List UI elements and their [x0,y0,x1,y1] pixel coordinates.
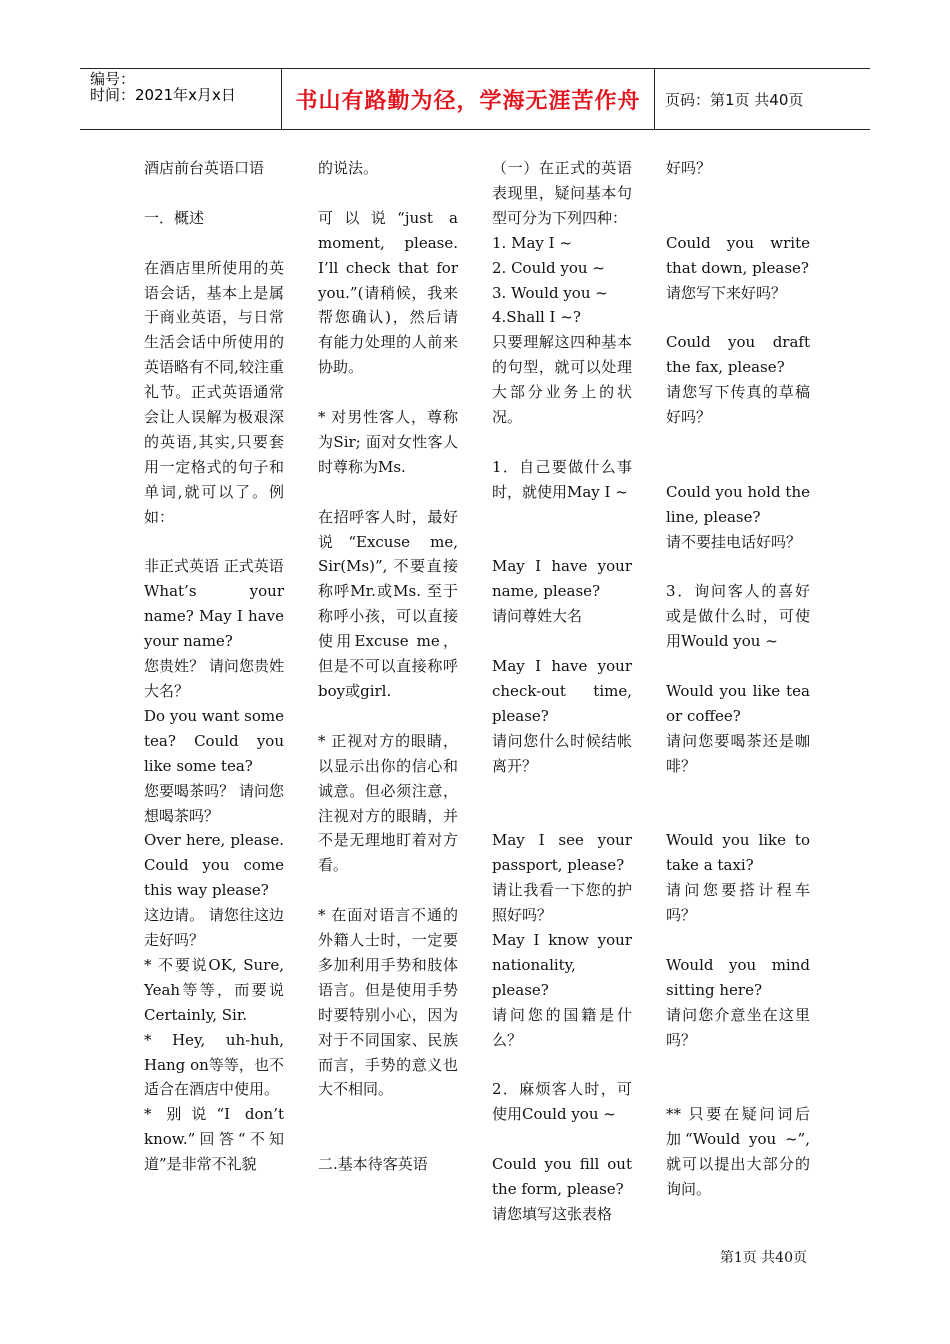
header-meta [90,69,280,129]
paragraph [318,1102,458,1127]
paragraph [318,878,458,903]
paragraph: 请问您什么时候结帐离开？ [492,731,632,775]
paragraph [666,1077,810,1102]
paragraph: 在招呼客人时，最好说“Excuse me, Sir(Ms)”, 不要直接称呼Mr.或Ms. 至于称呼小孩，可以直接使用Excuse me，但是不可以直接称呼boy或girl. [318,507,458,700]
paragraph: 一．概述 [144,208,205,227]
paragraph: 非正式英语 正式英语 [144,557,284,576]
paragraph: 只要理解这四种基本的句型，就可以处理大部分业务上的状况。 [492,333,632,427]
paragraph: * 不要说OK, Sure, Yeah等等，而要说Certainly, Sir. [144,955,284,1024]
paragraph [666,928,810,953]
paragraph: 请问您要搭计程车吗？ [666,881,810,925]
paragraph: 好吗？ [666,159,712,177]
paragraph [492,430,632,455]
header-motto-cell [281,69,655,129]
paragraph: May I have your name, please? [492,557,632,601]
paragraph: 请您写下传真的草稿好吗？ [666,383,810,427]
paragraph: 请问尊姓大名 [492,607,583,626]
paragraph: 请问您介意坐在这里吗？ [666,1005,810,1049]
paragraph [144,231,284,256]
paragraph: Would you like tea or coffee? [666,681,810,725]
paragraph: 请问您的国籍是什么？ [492,1005,632,1049]
paragraph: 3．询问客人的喜好或是做什么时，可使用Would you ~ [666,582,810,651]
paragraph: May I know your nationality, please? [492,931,632,999]
paragraph: Could you hold the line, please? [666,482,810,526]
paragraph [318,480,458,505]
text-column-3 [492,156,632,1227]
paragraph [492,779,632,804]
paragraph: Do you want some tea? Could you like some tea? [144,706,284,775]
paragraph: 4.Shall I ~? [492,308,581,327]
paragraph: Over here, please. Could you come this way please? [144,831,284,900]
paragraph: * 在面对语言不通的外籍人士时，一定要多加利用手势和肢体语言。但是使用手势时要特别小心，因为对于不同国家、民族而言，手势的意义也大不相同。 [318,906,458,1099]
paragraph: 可以说“just a moment, please. I’ll check that for you.”(请稍候，我来帮您确认)，然后请有能力处理的人前来协助。 [318,208,458,377]
paragraph: What’s your name? May I have your name? [144,582,284,651]
paragraph [492,1053,632,1078]
paragraph [144,181,284,206]
paragraph: 请您填写这张表格 [492,1204,613,1223]
paragraph: Could you draft the fax, please? [666,333,810,377]
paragraph: 2．麻烦客人时，可使用Could you ~ [492,1080,632,1124]
number-label: 编号： [90,70,136,88]
paragraph: 1．自己要做什么事时，就使用May I ~ [492,457,632,501]
paragraph: Could you fill out the form, please? [492,1155,632,1199]
paragraph [666,430,810,455]
paragraph [666,181,810,206]
paragraph: * Hey, uh-huh, Hang on等等，也不适合在酒店中使用。 [144,1030,284,1099]
paragraph [492,505,632,530]
paragraph: 在酒店里所使用的英语会话，基本上是属于商业英语，与日常生活会话中所使用的英语略有不同,较注重礼节。正式英语通常会让人误解为极艰深的英语,其实,只要套用一定格式的句子和单词,就可以了。例如： [144,258,284,526]
header-page-cell [665,69,870,129]
paragraph: Would you mind sitting here? [666,955,810,999]
paragraph [666,305,810,330]
paragraph: 2. Could you ~ [492,258,605,277]
text-column-1 [144,156,284,1177]
paragraph: 的说法。 [318,159,379,177]
paragraph: 酒店前台英语口语 [144,159,265,177]
paragraph: 3. Would you ~ [492,283,608,302]
paragraph: May I have your check-out time, please? [492,657,632,725]
paragraph [492,530,632,555]
paragraph: * 对男性客人，尊称为Sir; 面对女性客人时尊称为Ms. [318,408,458,476]
paragraph: 1. May I ~ [492,233,572,252]
paragraph: 请问您要喝茶还是咖啡？ [666,731,810,775]
page-label: 页码：第1页 共40页 [665,90,804,109]
date-label: 时间：2021年x月x日 [90,86,236,104]
paragraph: 这边请。 请您往这边走好吗？ [144,906,284,950]
paragraph: Could you write that down, please? [666,233,810,277]
paragraph: （一）在正式的英语表现里，疑问基本句型可分为下列四种： [492,159,632,227]
paragraph [318,380,458,405]
paragraph [318,704,458,729]
paragraph: May I see your passport, please? [492,831,632,875]
paragraph: 二.基本待客英语 [318,1155,428,1174]
motto: 书山有路勤为径，学海无涯苦作舟 [295,88,641,114]
paragraph: * 别说“I don’t know.”回答“不知道”是非常不礼貌 [144,1105,284,1174]
paragraph: Would you like to take a taxi? [666,831,810,875]
paragraph: 您要喝茶吗？ 请问您想喝茶吗？ [144,781,284,825]
paragraph [666,554,810,579]
paragraph [666,654,810,679]
text-column-4 [666,156,810,1202]
paragraph [144,530,284,555]
paragraph: * 正视对方的眼睛，以显示出你的信心和诚意。但必须注意，注视对方的眼睛，并不是无理地盯着对方看。 [318,731,458,875]
paragraph: 您贵姓？ 请问您贵姓大名？ [144,657,284,700]
paragraph [666,779,810,804]
paragraph [492,803,632,828]
paragraph [492,1127,632,1152]
paragraph [666,1052,810,1077]
page-header [80,68,870,130]
text-column-2 [318,156,458,1177]
paragraph: ** 只要在疑问词后加“Would you ~”,就可以提出大部分的询问。 [666,1105,810,1198]
paragraph [666,206,810,231]
paragraph [318,181,458,206]
paragraph: 请您写下来好吗？ [666,283,787,302]
paragraph: 请让我看一下您的护照好吗？ [492,881,632,925]
paragraph [666,455,810,480]
paragraph [666,803,810,828]
paragraph [492,629,632,654]
page-footer: 第1页 共40页 [719,1250,807,1266]
paragraph: 请不要挂电话好吗？ [666,532,802,551]
paragraph [318,1127,458,1152]
